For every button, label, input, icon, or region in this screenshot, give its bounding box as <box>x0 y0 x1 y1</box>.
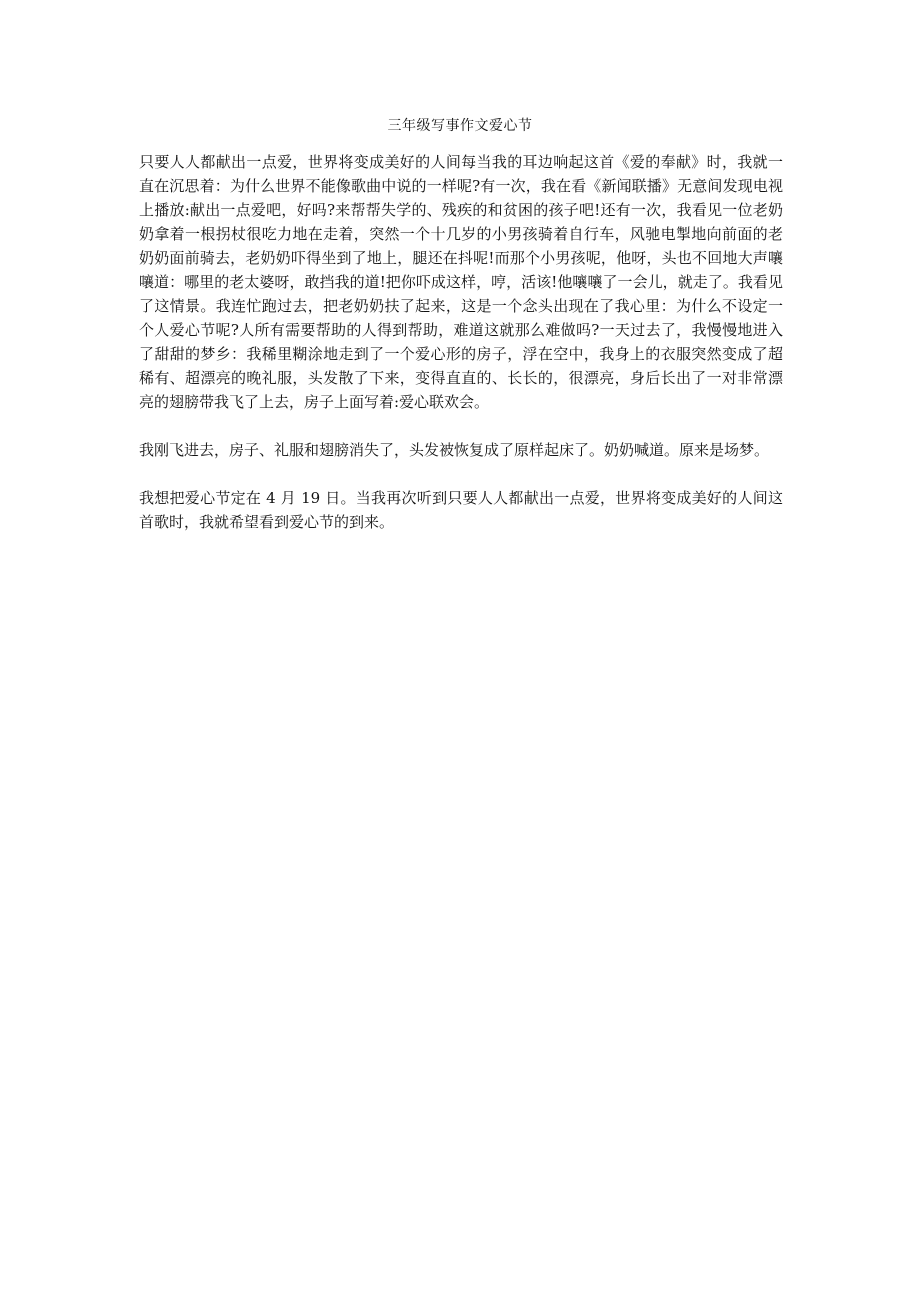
document-title: 三年级写事作文爱心节 <box>387 118 533 134</box>
paragraph-2: 我刚飞进去，房子、礼服和翅膀消失了，头发被恢复成了原样起床了。奶奶喊道。原来是场梦。 <box>139 441 770 459</box>
document-body <box>139 150 783 558</box>
paragraph-1: 只要人人都献出一点爱，世界将变成美好的人间每当我的耳边响起这首《爱的奉献》时，我就一直在沉思着：为什么世界不能像歌曲中说的一样呢?有一次，我在看《新闻联播》无意间发现电视上播放:献出一点爱吧，好吗?来帮帮失学的、残疾的和贫困的孩子吧!还有一次，我看见一位老奶奶拿着一根拐杖很吃力地在走着，突然一个十几岁的小男孩骑着自行车，风驰电掣地向前面的老奶奶面前骑去，老奶奶吓得坐到了地上，腿还在抖呢!而那个小男孩呢，他呀，头也不回地大声嚷嚷道：哪里的老太婆呀，敢挡我的道!把你吓成这样，哼，活该!他嚷嚷了一会儿，就走了。我看见了这情景。我连忙跑过去，把老奶奶扶了起来，这是一个念头出现在了我心里：为什么不设定一个人爱心节呢?人所有需要帮助的人得到帮助，难道这就那么难做吗?一天过去了，我慢慢地进入了甜甜的梦乡：我稀里糊涂地走到了一个爱心形的房子，浮在空中，我身上的衣服突然变成了超稀有、超漂亮的晚礼服，头发散了下来，变得直直的、长长的，很漂亮，身后长出了一对非常漂亮的翅膀带我飞了上去，房子上面写着:爱心联欢会。 <box>139 153 783 411</box>
paragraph-3: 我想把爱心节定在 4 月 19 日。当我再次听到只要人人都献出一点爱，世界将变成美好的人间这首歌时，我就希望看到爱心节的到来。 <box>139 489 783 531</box>
